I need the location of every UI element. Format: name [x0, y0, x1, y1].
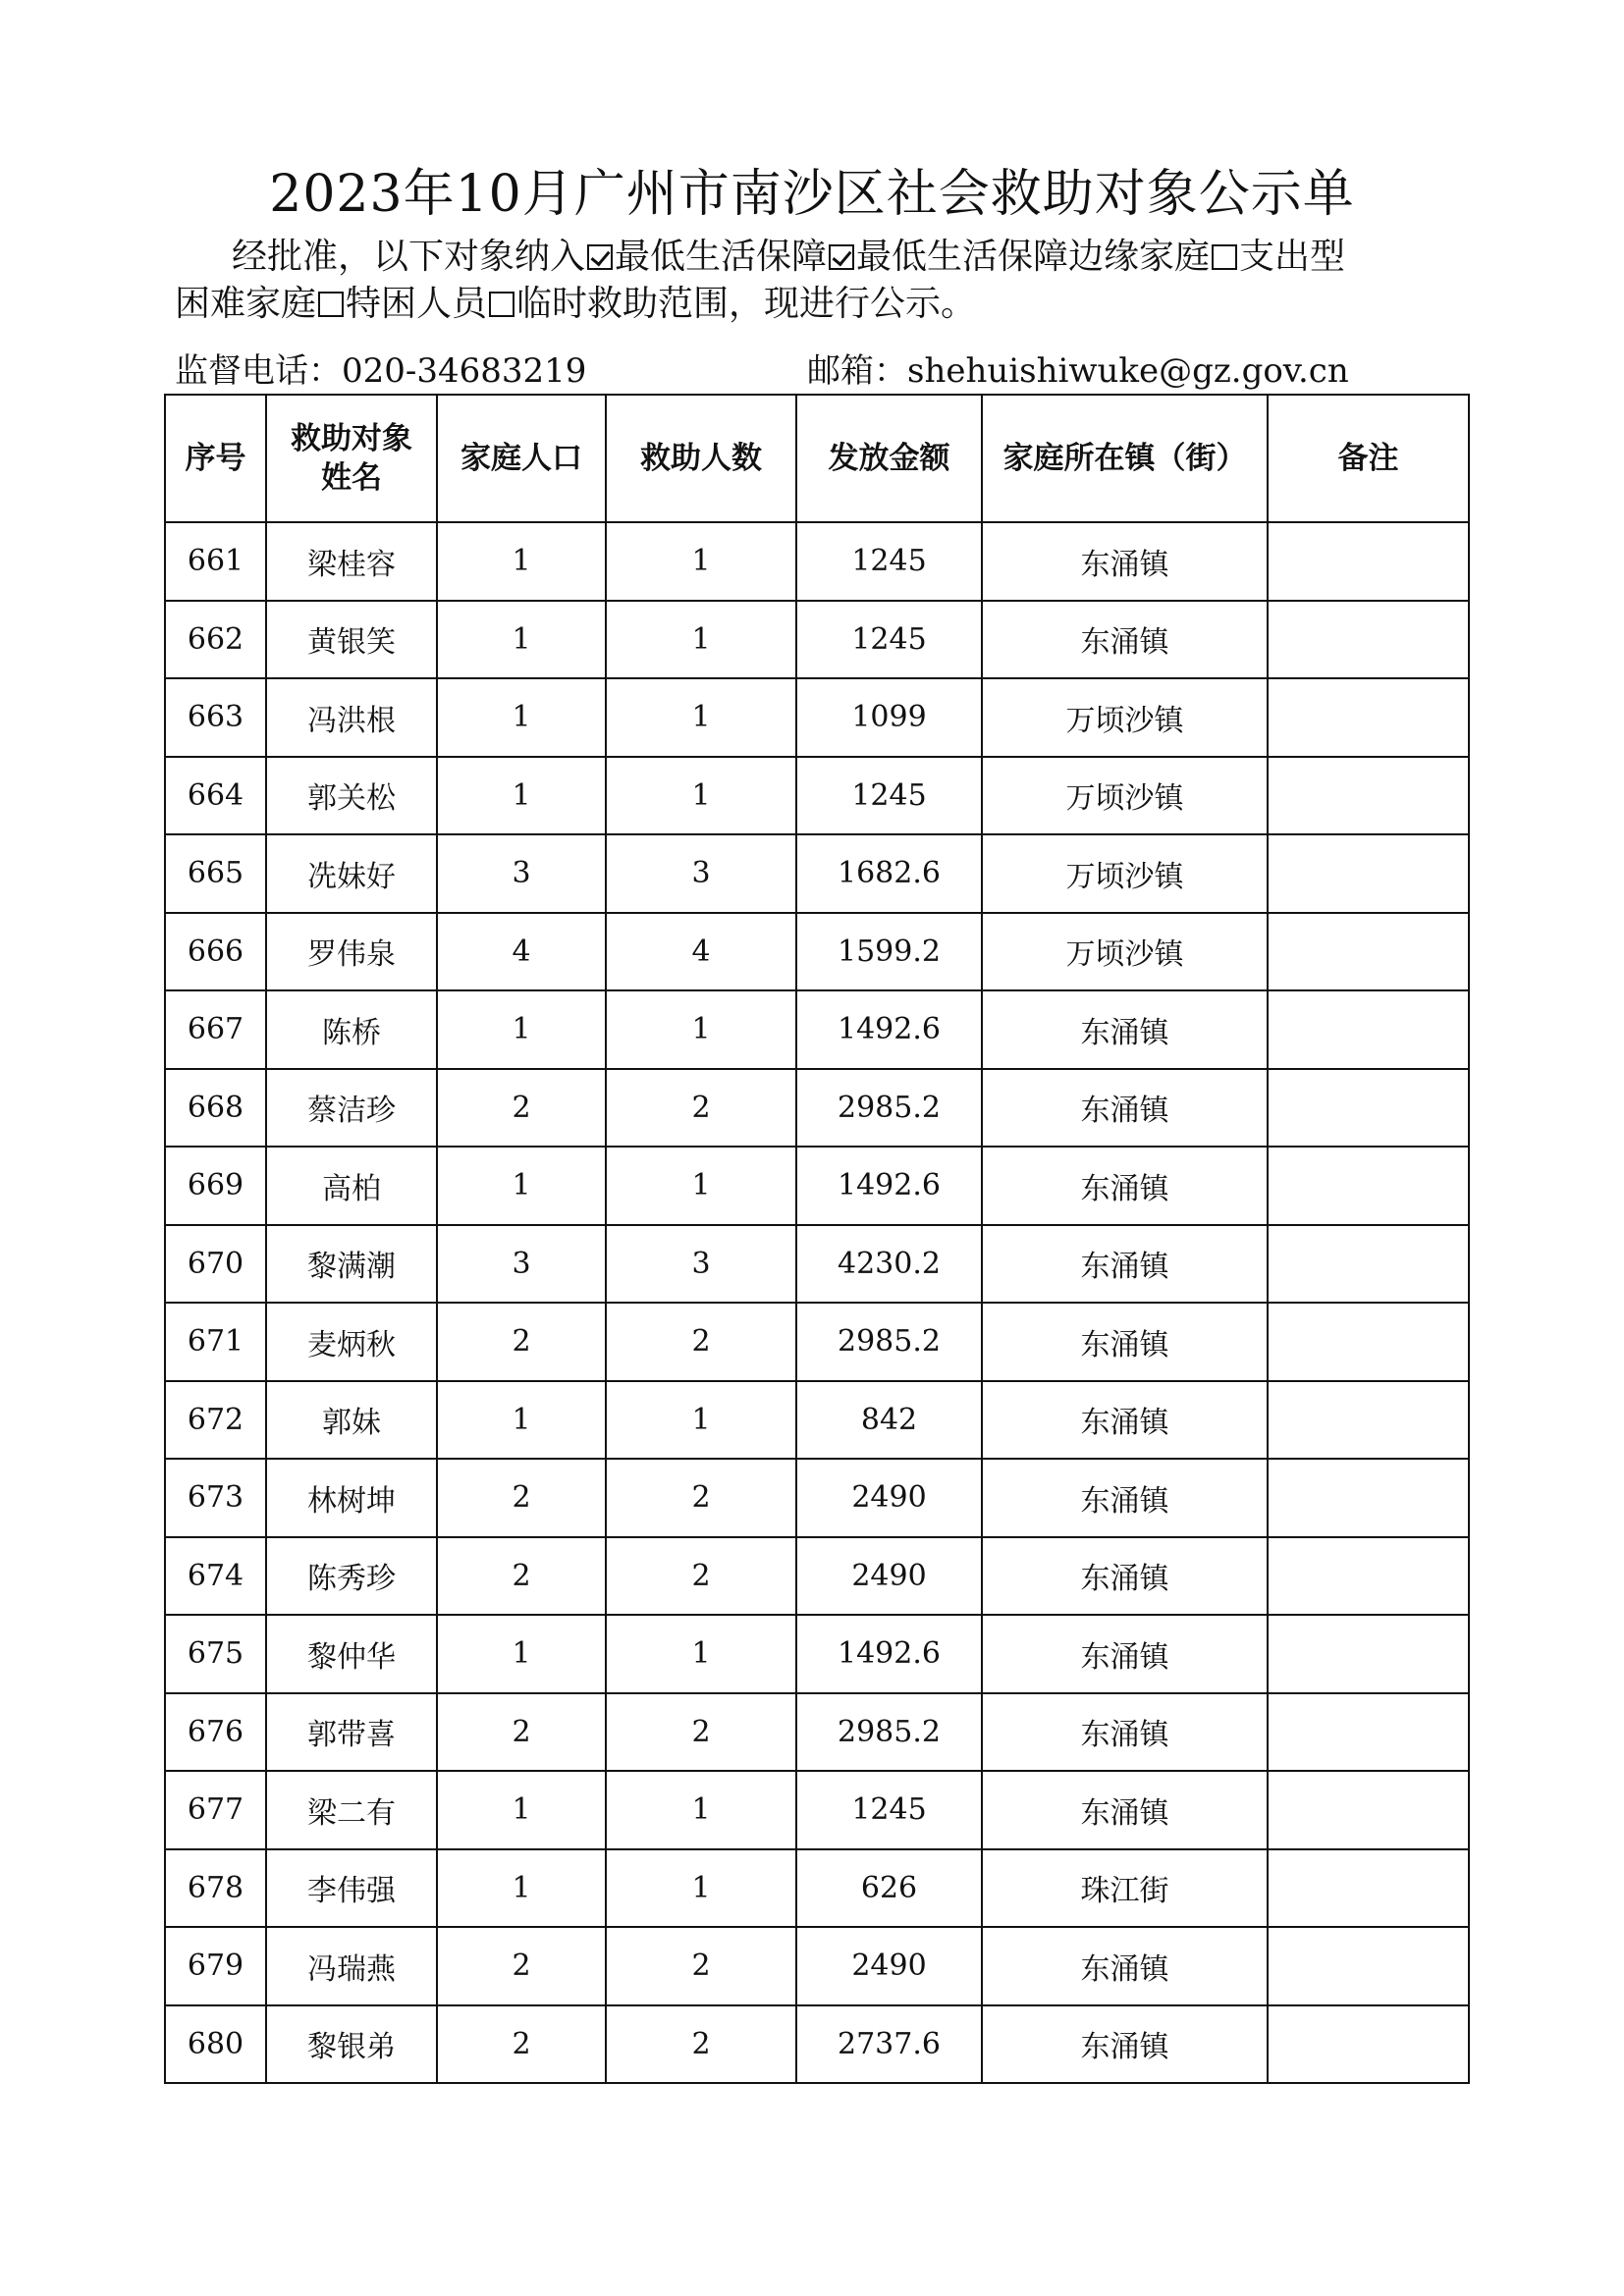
header-index: 序号 [165, 395, 266, 522]
option-min-living: 最低生活保障 [615, 237, 828, 277]
cell-town: 东涌镇 [982, 1459, 1268, 1537]
cell-aided-count: 1 [606, 522, 796, 601]
table-row [165, 1693, 1469, 1772]
table-row [165, 757, 1469, 835]
table-row [165, 834, 1469, 913]
table-row [165, 601, 1469, 679]
cell-household-size: 1 [437, 1381, 606, 1460]
option-expenditure-hardship-part1: 支出型 [1239, 237, 1346, 277]
cell-name: 冯洪根 [266, 678, 437, 757]
cell-amount: 1492.6 [796, 1615, 982, 1693]
cell-index: 675 [165, 1615, 266, 1693]
header-household-size: 家庭人口 [437, 395, 606, 522]
cell-index: 665 [165, 834, 266, 913]
cell-name: 陈桥 [266, 990, 437, 1069]
cell-remarks [1268, 1771, 1469, 1849]
cell-household-size: 1 [437, 678, 606, 757]
cell-remarks [1268, 913, 1469, 991]
cell-remarks [1268, 1225, 1469, 1304]
cell-amount: 1492.6 [796, 990, 982, 1069]
cell-index: 680 [165, 2005, 266, 2084]
table-row [165, 1303, 1469, 1381]
table-row [165, 1381, 1469, 1460]
cell-amount: 4230.2 [796, 1225, 982, 1304]
cell-remarks [1268, 1303, 1469, 1381]
cell-town: 东涌镇 [982, 1303, 1268, 1381]
table-row [165, 913, 1469, 991]
option-expenditure-hardship-part2: 困难家庭 [175, 284, 317, 324]
cell-aided-count: 1 [606, 757, 796, 835]
intro-prefix: 经批准，以下对象纳入 [232, 237, 586, 277]
contact-email: 邮箱：shehuishiwuke@gz.gov.cn [807, 351, 1349, 391]
cell-town: 东涌镇 [982, 1147, 1268, 1225]
cell-remarks [1268, 522, 1469, 601]
cell-index: 676 [165, 1693, 266, 1772]
checkbox-marginal-family [829, 244, 854, 270]
cell-index: 670 [165, 1225, 266, 1304]
cell-index: 674 [165, 1537, 266, 1616]
checkbox-extreme-poverty [318, 292, 344, 317]
checkbox-expenditure-hardship [1212, 244, 1237, 270]
checkbox-min-living [587, 244, 613, 270]
cell-amount: 2490 [796, 1927, 982, 2005]
cell-town: 东涌镇 [982, 2005, 1268, 2084]
cell-household-size: 2 [437, 1927, 606, 2005]
aid-recipients-table [164, 394, 1470, 2084]
header-aided-count: 救助人数 [606, 395, 796, 522]
cell-aided-count: 3 [606, 1225, 796, 1304]
cell-remarks [1268, 757, 1469, 835]
cell-town: 东涌镇 [982, 1927, 1268, 2005]
cell-index: 666 [165, 913, 266, 991]
cell-aided-count: 2 [606, 1459, 796, 1537]
cell-index: 661 [165, 522, 266, 601]
cell-amount: 1245 [796, 757, 982, 835]
cell-aided-count: 1 [606, 1381, 796, 1460]
option-extreme-poverty: 特困人员 [346, 284, 488, 324]
cell-index: 663 [165, 678, 266, 757]
cell-town: 东涌镇 [982, 1381, 1268, 1460]
cell-town: 东涌镇 [982, 1771, 1268, 1849]
cell-amount: 1682.6 [796, 834, 982, 913]
cell-amount: 842 [796, 1381, 982, 1460]
cell-town: 东涌镇 [982, 1069, 1268, 1148]
table-row [165, 1459, 1469, 1537]
cell-aided-count: 2 [606, 1069, 796, 1148]
cell-index: 669 [165, 1147, 266, 1225]
cell-household-size: 2 [437, 1537, 606, 1616]
cell-amount: 2490 [796, 1537, 982, 1616]
cell-index: 667 [165, 990, 266, 1069]
cell-amount: 2490 [796, 1459, 982, 1537]
table-row [165, 1069, 1469, 1148]
table-row [165, 1615, 1469, 1693]
table-row [165, 1927, 1469, 2005]
cell-name: 蔡洁珍 [266, 1069, 437, 1148]
cell-name: 罗伟泉 [266, 913, 437, 991]
cell-amount: 626 [796, 1849, 982, 1928]
cell-name: 郭关松 [266, 757, 437, 835]
cell-town: 东涌镇 [982, 1225, 1268, 1304]
cell-index: 673 [165, 1459, 266, 1537]
cell-aided-count: 1 [606, 1849, 796, 1928]
cell-town: 万顷沙镇 [982, 678, 1268, 757]
cell-aided-count: 2 [606, 1537, 796, 1616]
cell-household-size: 1 [437, 1147, 606, 1225]
cell-name: 冯瑞燕 [266, 1927, 437, 2005]
table-row [165, 1849, 1469, 1928]
intro-paragraph [175, 234, 1481, 328]
cell-town: 东涌镇 [982, 1693, 1268, 1772]
table-row [165, 990, 1469, 1069]
cell-household-size: 1 [437, 757, 606, 835]
cell-remarks [1268, 834, 1469, 913]
cell-name: 陈秀珍 [266, 1537, 437, 1616]
cell-town: 东涌镇 [982, 522, 1268, 601]
table-row [165, 678, 1469, 757]
cell-town: 东涌镇 [982, 1537, 1268, 1616]
cell-remarks [1268, 990, 1469, 1069]
cell-index: 678 [165, 1849, 266, 1928]
cell-name: 冼妹好 [266, 834, 437, 913]
cell-name: 高柏 [266, 1147, 437, 1225]
cell-index: 671 [165, 1303, 266, 1381]
cell-remarks [1268, 1069, 1469, 1148]
cell-name: 黎满潮 [266, 1225, 437, 1304]
cell-household-size: 1 [437, 990, 606, 1069]
cell-index: 664 [165, 757, 266, 835]
cell-household-size: 2 [437, 1693, 606, 1772]
cell-remarks [1268, 1927, 1469, 2005]
cell-household-size: 1 [437, 1849, 606, 1928]
cell-household-size: 2 [437, 1303, 606, 1381]
header-town-street: 家庭所在镇（街） [982, 395, 1268, 522]
cell-town: 万顷沙镇 [982, 913, 1268, 991]
cell-remarks [1268, 1693, 1469, 1772]
page-title: 2023年10月广州市南沙区社会救助对象公示单 [269, 165, 1355, 224]
cell-name: 黄银笑 [266, 601, 437, 679]
table-row [165, 2005, 1469, 2084]
cell-aided-count: 1 [606, 1771, 796, 1849]
cell-index: 668 [165, 1069, 266, 1148]
cell-aided-count: 2 [606, 2005, 796, 2084]
cell-amount: 1245 [796, 1771, 982, 1849]
cell-amount: 1099 [796, 678, 982, 757]
cell-index: 677 [165, 1771, 266, 1849]
cell-remarks [1268, 601, 1469, 679]
table-row [165, 1225, 1469, 1304]
cell-remarks [1268, 1381, 1469, 1460]
cell-amount: 2737.6 [796, 2005, 982, 2084]
cell-town: 万顷沙镇 [982, 757, 1268, 835]
cell-aided-count: 1 [606, 1615, 796, 1693]
cell-town: 万顷沙镇 [982, 834, 1268, 913]
table-row [165, 1147, 1469, 1225]
cell-aided-count: 3 [606, 834, 796, 913]
cell-name: 郭带喜 [266, 1693, 437, 1772]
option-temporary-aid: 临时救助范围，现进行公示。 [516, 284, 977, 324]
option-marginal-family: 最低生活保障边缘家庭 [856, 237, 1211, 277]
cell-amount: 2985.2 [796, 1303, 982, 1381]
cell-household-size: 4 [437, 913, 606, 991]
cell-household-size: 1 [437, 522, 606, 601]
cell-aided-count: 1 [606, 1147, 796, 1225]
table-row [165, 1537, 1469, 1616]
cell-amount: 1599.2 [796, 913, 982, 991]
cell-amount: 2985.2 [796, 1693, 982, 1772]
header-remarks: 备注 [1268, 395, 1469, 522]
cell-household-size: 3 [437, 1225, 606, 1304]
cell-name: 林树坤 [266, 1459, 437, 1537]
cell-town: 东涌镇 [982, 990, 1268, 1069]
cell-remarks [1268, 2005, 1469, 2084]
cell-town: 东涌镇 [982, 1615, 1268, 1693]
cell-aided-count: 1 [606, 678, 796, 757]
header-amount: 发放金额 [796, 395, 982, 522]
cell-remarks [1268, 678, 1469, 757]
cell-name: 梁二有 [266, 1771, 437, 1849]
cell-amount: 1245 [796, 522, 982, 601]
cell-household-size: 2 [437, 2005, 606, 2084]
cell-remarks [1268, 1537, 1469, 1616]
cell-name: 李伟强 [266, 1849, 437, 1928]
cell-aided-count: 1 [606, 601, 796, 679]
cell-household-size: 1 [437, 1615, 606, 1693]
cell-household-size: 2 [437, 1069, 606, 1148]
cell-amount: 1492.6 [796, 1147, 982, 1225]
table-row [165, 522, 1469, 601]
table-row [165, 1771, 1469, 1849]
supervision-phone: 监督电话：020-34683219 [175, 351, 587, 391]
cell-aided-count: 2 [606, 1693, 796, 1772]
cell-amount: 1245 [796, 601, 982, 679]
cell-remarks [1268, 1459, 1469, 1537]
cell-name: 黎银弟 [266, 2005, 437, 2084]
cell-name: 麦炳秋 [266, 1303, 437, 1381]
cell-household-size: 1 [437, 601, 606, 679]
cell-household-size: 2 [437, 1459, 606, 1537]
header-recipient-name: 救助对象 姓名 [266, 395, 437, 522]
cell-index: 672 [165, 1381, 266, 1460]
cell-household-size: 1 [437, 1771, 606, 1849]
cell-remarks [1268, 1849, 1469, 1928]
cell-name: 黎仲华 [266, 1615, 437, 1693]
cell-household-size: 3 [437, 834, 606, 913]
cell-index: 679 [165, 1927, 266, 2005]
cell-aided-count: 2 [606, 1927, 796, 2005]
cell-aided-count: 4 [606, 913, 796, 991]
cell-town: 珠江街 [982, 1849, 1268, 1928]
cell-amount: 2985.2 [796, 1069, 982, 1148]
cell-name: 梁桂容 [266, 522, 437, 601]
cell-index: 662 [165, 601, 266, 679]
cell-town: 东涌镇 [982, 601, 1268, 679]
cell-remarks [1268, 1147, 1469, 1225]
cell-name: 郭妹 [266, 1381, 437, 1460]
checkbox-temporary-aid [489, 292, 514, 317]
cell-aided-count: 1 [606, 990, 796, 1069]
cell-remarks [1268, 1615, 1469, 1693]
table-header-row [165, 395, 1469, 522]
cell-aided-count: 2 [606, 1303, 796, 1381]
